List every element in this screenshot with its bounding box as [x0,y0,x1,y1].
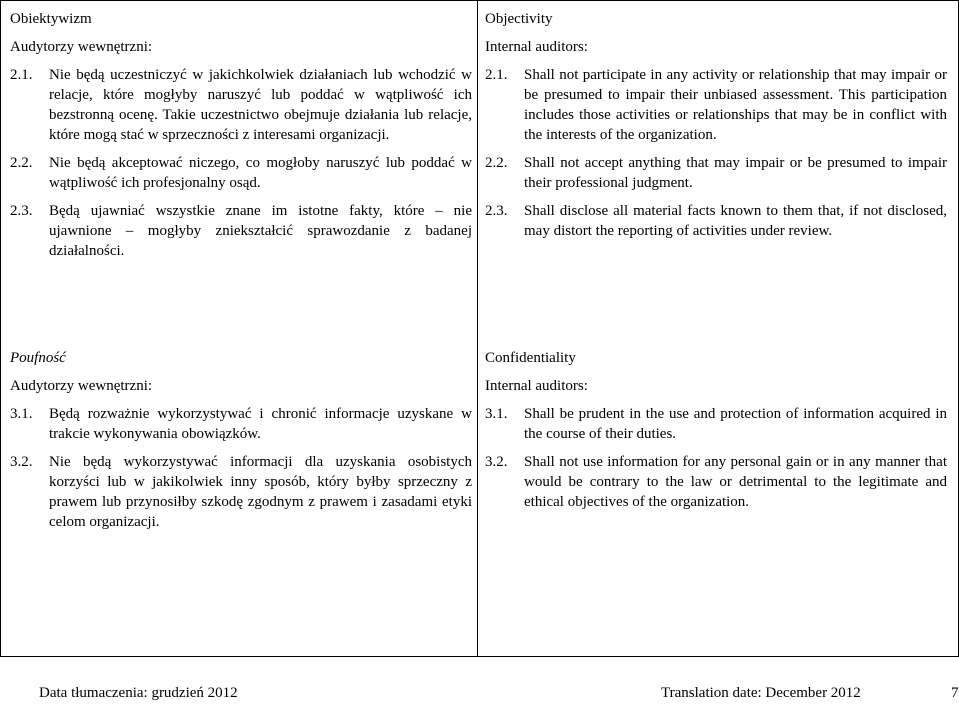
clause [10,452,472,532]
clause-number: 3.1. [10,406,33,422]
section-subtitle: Audytorzy wewnętrzni: [10,39,153,55]
clause [10,201,472,261]
section-title: Objectivity [485,11,553,27]
clause-number: 2.2. [10,155,33,171]
section-title: Confidentiality [485,350,576,366]
clause [485,201,947,241]
objectivity-pl-column [10,9,472,269]
clause-text: Nie będą uczestniczyć w jakichkolwiek działaniach lub wchodzić w relacje, które mogłyby naruszyć lub poddać w wątpliwość ich bezstronną ocenę. Takie uczestnictwo obejmuje działania lub relacje, które mogą stać w sprzeczności z interesami organizacji. [49,67,472,143]
section-title: Poufność [10,350,66,366]
clause-text: Shall not accept anything that may impair or be presumed to impair their professional judgment. [524,155,947,191]
clause-text: Będą rozważnie wykorzystywać i chronić informacje uzyskane w trakcie wykonywania obowiązków. [49,406,472,442]
clause [485,452,947,512]
clause-text: Nie będą wykorzystywać informacji dla uzyskania osobistych korzyści lub w jakikolwiek inny sposób, który byłby sprzeczny z prawem lub przynosiłby szkodę zgodnym z prawem i zasadami etyki celom organizacji. [49,454,472,530]
objectivity-en-column [485,9,947,249]
clause [485,153,947,193]
clause [10,404,472,444]
clause-text: Shall not participate in any activity or relationship that may impair or be presumed to impair their unbiased assessment. This participation includes those activities or relationships that may be in conflict with the interests of the organization. [524,67,947,143]
clause-number: 2.2. [485,155,508,171]
footer-translation-date-pl: Data tłumaczenia: grudzień 2012 [39,685,238,701]
clause-text: Będą ujawniać wszystkie znane im istotne fakty, które – nie ujawnione – mogłyby zniekształcić sprawozdanie z badanej działalności. [49,203,472,259]
page-footer [0,685,959,705]
section-subtitle: Internal auditors: [485,378,588,394]
section-subtitle: Audytorzy wewnętrzni: [10,378,153,394]
clause-number: 3.2. [10,454,33,470]
clause-number: 3.1. [485,406,508,422]
footer-translation-date-en: Translation date: December 2012 [661,685,861,701]
clause [485,65,947,145]
clause [10,153,472,193]
clause-text: Shall not use information for any personal gain or in any manner that would be contrary to the law or detrimental to the legitimate and ethical objectives of the organization. [524,454,947,510]
clause-text: Shall disclose all material facts known to them that, if not disclosed, may distort the reporting of activities under review. [524,203,947,239]
confidentiality-pl-column [10,348,472,540]
clause-number: 3.2. [485,454,508,470]
clause-number: 2.3. [485,203,508,219]
clause-number: 2.3. [10,203,33,219]
section-title: Obiektywizm [10,11,92,27]
clause-number: 2.1. [10,67,33,83]
clause [485,404,947,444]
confidentiality-en-column [485,348,947,520]
clause [10,65,472,145]
clause-number: 2.1. [485,67,508,83]
clause-text: Nie będą akceptować niczego, co mogłoby naruszyć lub poddać w wątpliwość ich profesjonalny osąd. [49,155,472,191]
clause-text: Shall be prudent in the use and protection of information acquired in the course of their duties. [524,406,947,442]
page-number: 7 [951,685,959,701]
column-divider [477,1,478,656]
section-subtitle: Internal auditors: [485,39,588,55]
